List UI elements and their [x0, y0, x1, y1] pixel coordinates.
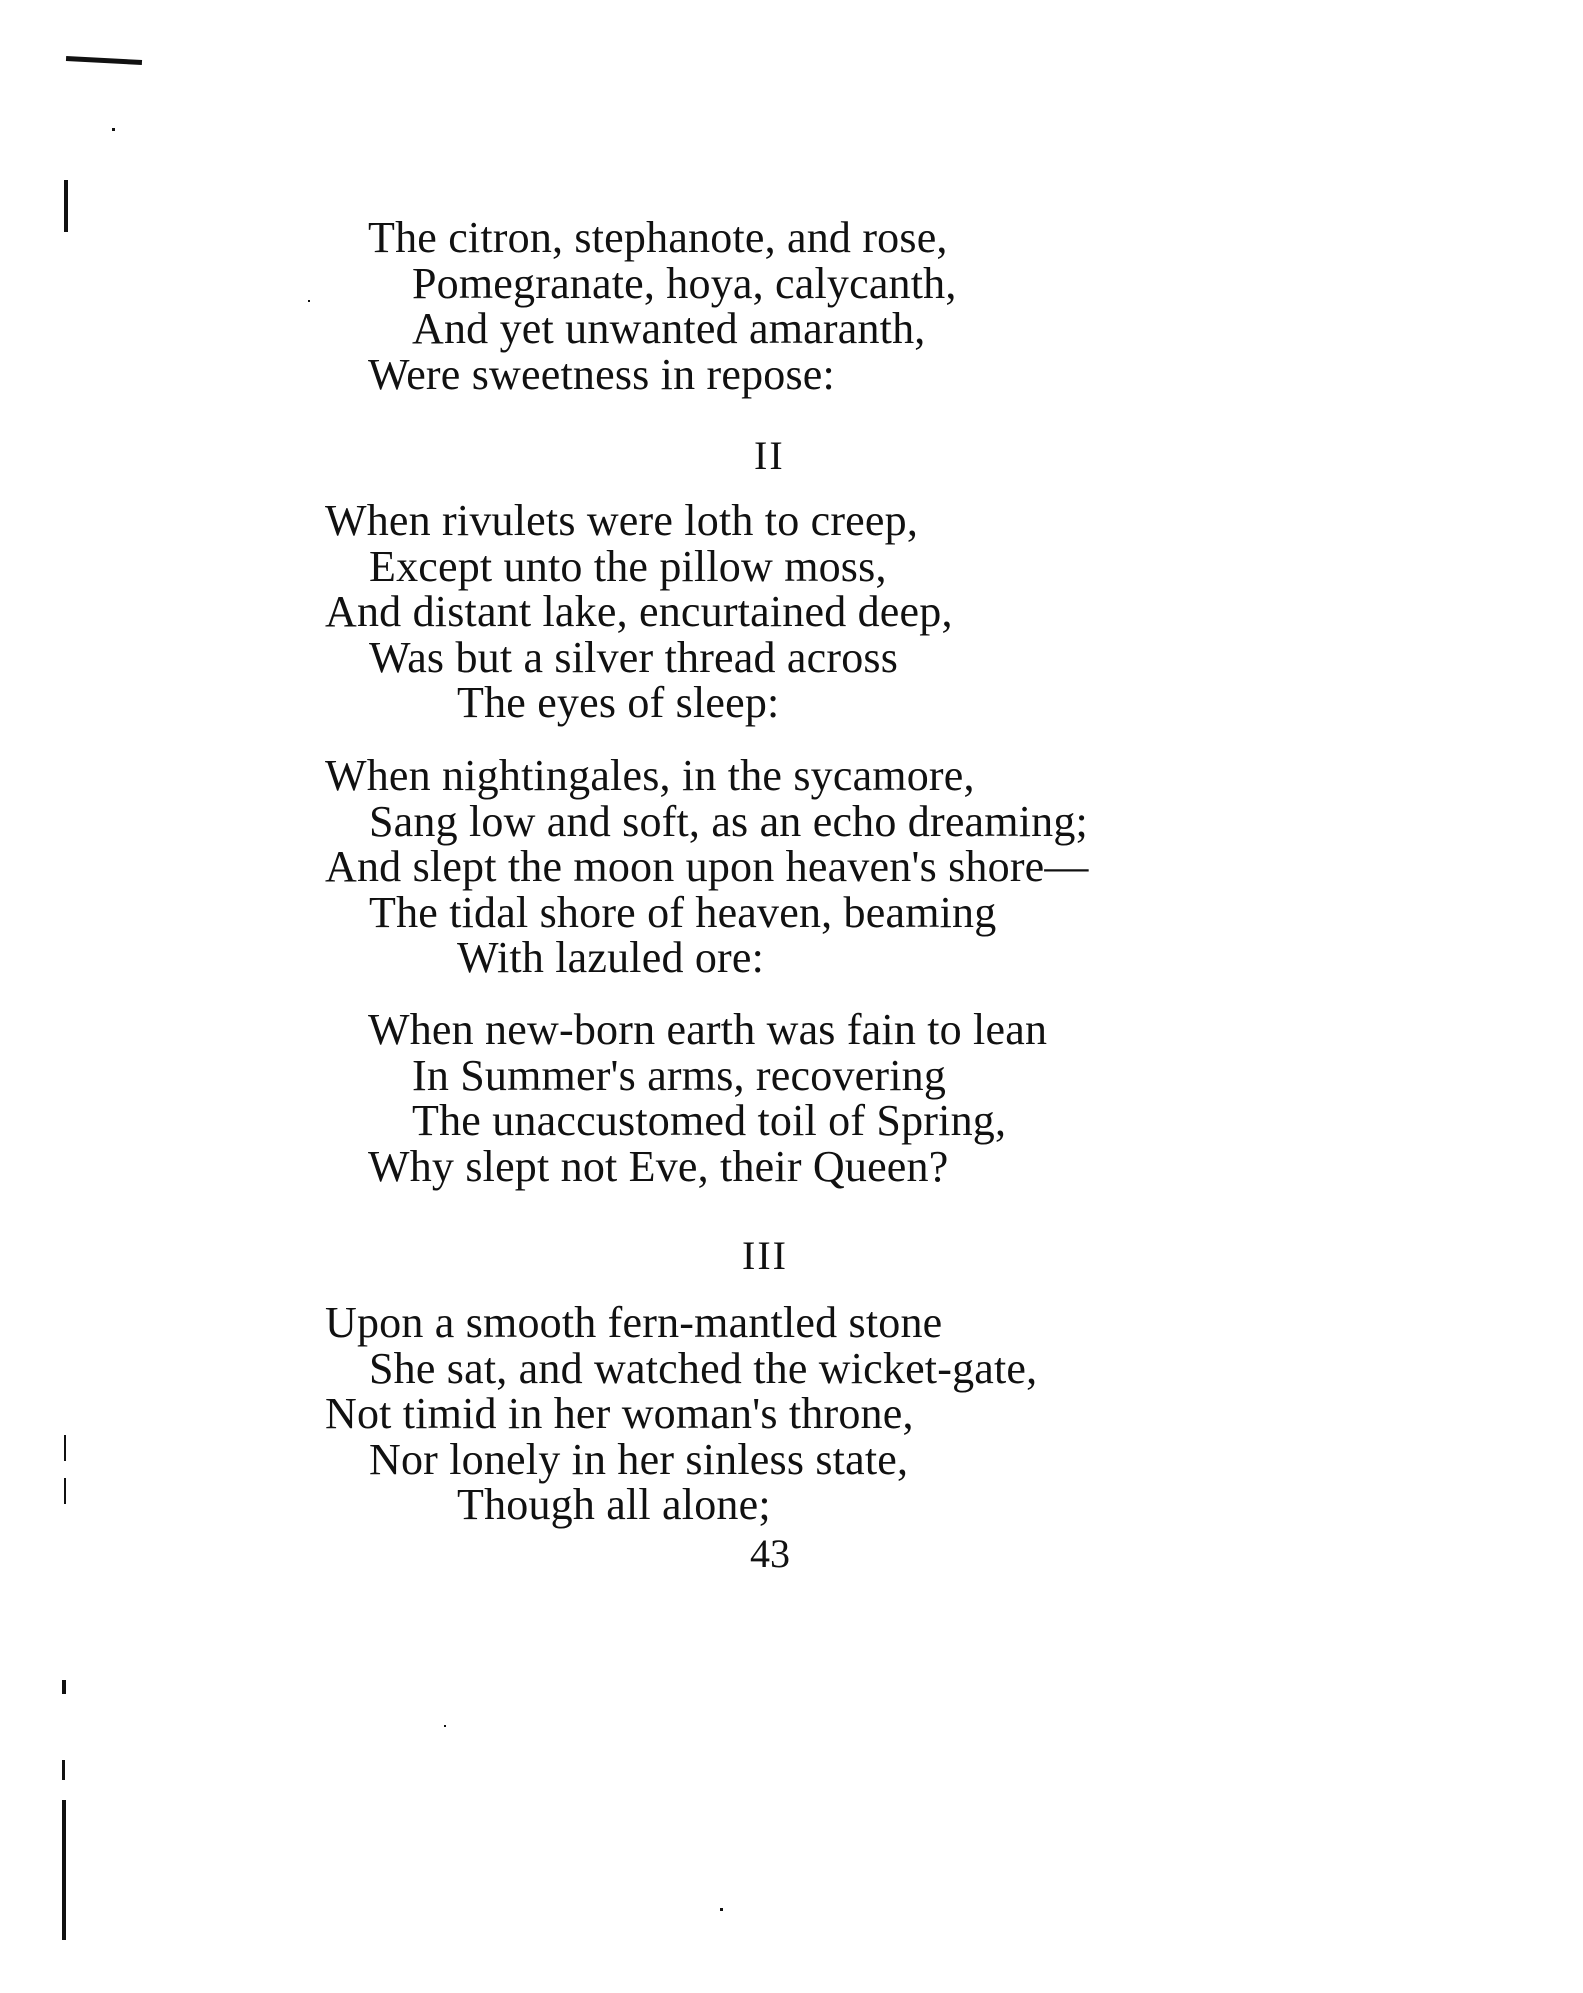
poem-line: And slept the moon upon heaven's shore— [325, 842, 1089, 891]
poem-line: Though all alone; [457, 1480, 771, 1529]
section-heading-iii: III [742, 1233, 788, 1278]
poem-line: And yet unwanted amaranth, [412, 304, 926, 353]
poem-line: Pomegranate, hoya, calycanth, [412, 258, 957, 308]
poem-line: Nor lonely in her sinless state, [369, 1434, 909, 1484]
stanza-5 [325, 1300, 1037, 1528]
poem-line: When nightingales, in the sycamore, [325, 751, 975, 800]
scan-artifact-bar [64, 1435, 66, 1461]
poem-line: Why slept not Eve, their Queen? [368, 1141, 949, 1191]
scan-artifact-bar [62, 1680, 66, 1694]
poem-line: The eyes of sleep: [457, 678, 780, 727]
scan-artifact-dot [308, 300, 310, 302]
poem-line: In Summer's arms, recovering [412, 1050, 947, 1100]
poem-line: When new-born earth was fain to lean [368, 1005, 1048, 1054]
stanza-2 [325, 498, 953, 726]
poem-line: Sang low and soft, as an echo dreaming; [369, 796, 1088, 846]
poem-line: Were sweetness in repose: [368, 349, 835, 399]
scan-artifact-dot [720, 1908, 723, 1911]
scan-artifact-dot [112, 128, 115, 131]
poem-line: The citron, stephanote, and rose, [368, 213, 948, 262]
scan-artifact-bar [62, 1760, 65, 1780]
poem-line: When rivulets were loth to creep, [325, 496, 919, 545]
poem-line: She sat, and watched the wicket-gate, [369, 1343, 1038, 1393]
scan-artifact-bar [62, 1800, 66, 1940]
poem-line: The tidal shore of heaven, beaming [369, 887, 997, 937]
poem-line: Except unto the pillow moss, [369, 541, 887, 591]
stanza-1 [368, 215, 957, 397]
scan-artifact-dot [444, 1725, 446, 1727]
scan-artifact-dash [66, 56, 142, 65]
scan-artifact-bar [64, 180, 68, 232]
poem-line: Not timid in her woman's throne, [325, 1389, 914, 1438]
poem-line: And distant lake, encurtained deep, [325, 587, 953, 636]
page-number: 43 [750, 1531, 790, 1576]
stanza-3 [325, 753, 1089, 981]
poem-line: With lazuled ore: [457, 933, 765, 982]
scan-artifact-bar [64, 1478, 66, 1504]
stanza-4 [368, 1007, 1047, 1189]
poem-line: Was but a silver thread across [369, 632, 899, 682]
poem-line: The unaccustomed toil of Spring, [412, 1096, 1007, 1145]
poem-line: Upon a smooth fern-mantled stone [325, 1298, 943, 1347]
section-heading-ii: II [754, 433, 785, 478]
